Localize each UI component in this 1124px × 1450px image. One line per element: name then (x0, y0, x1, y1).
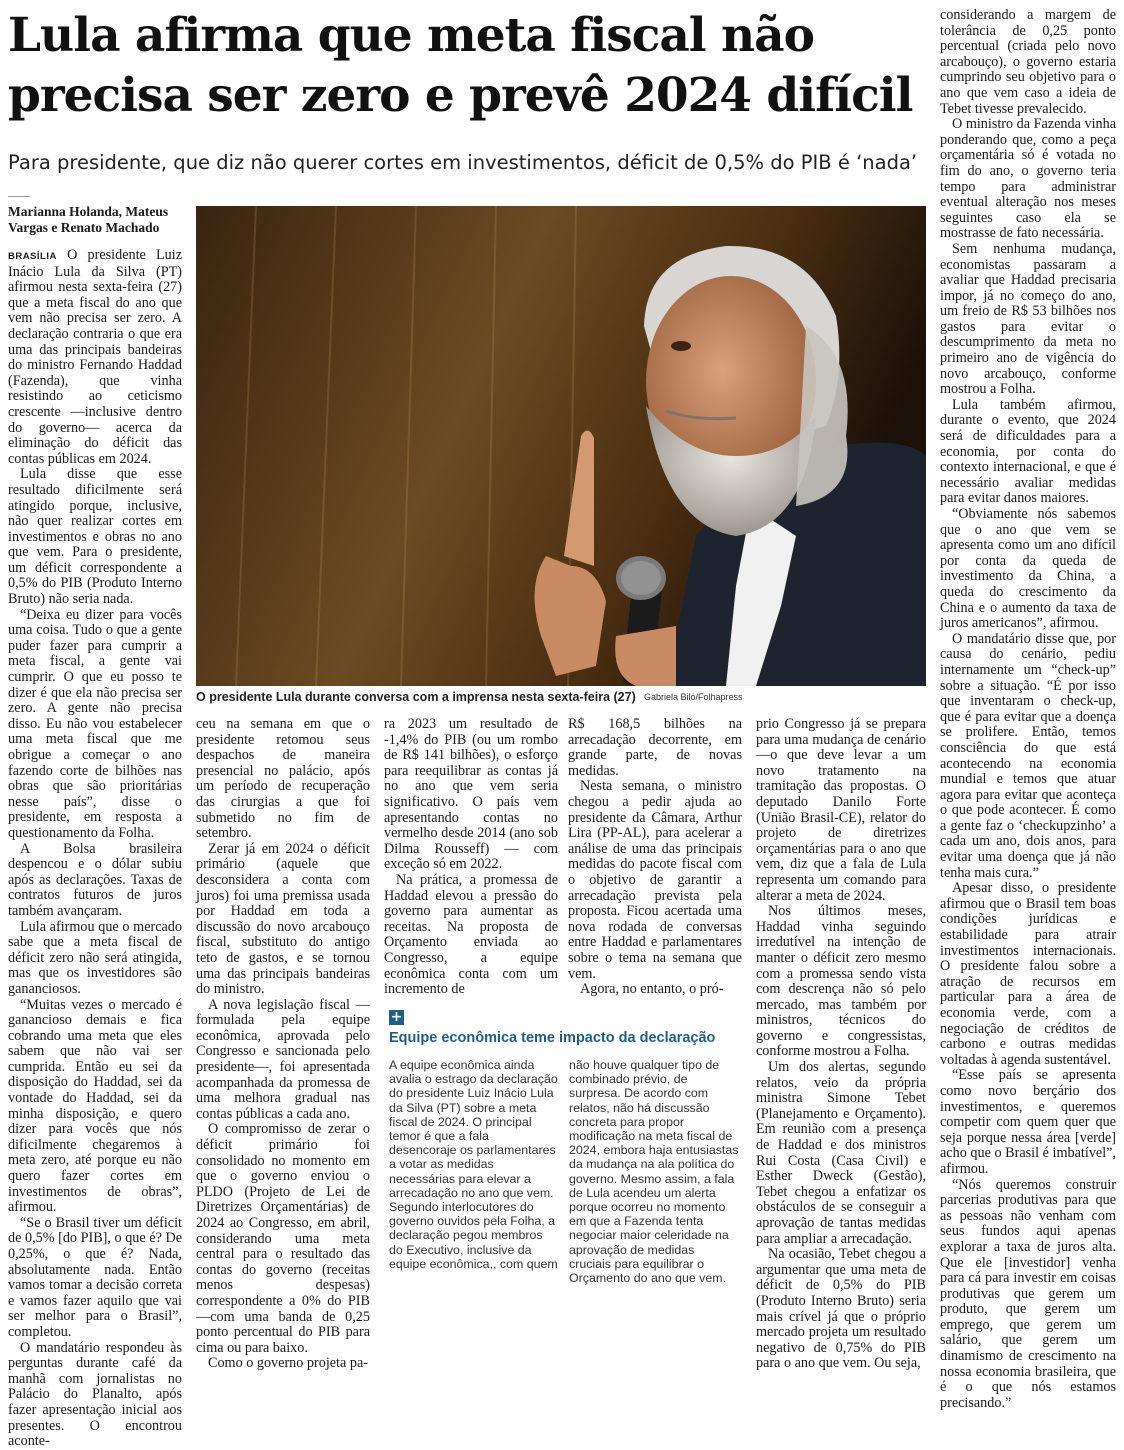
paragraph-text: O presidente Luiz Inácio Lula da Silva (PT) afirmou nesta sexta-feira (27) que a meta fiscal do ano que vem não precisa ser zero. A declaração contraria o que era uma das principais bandeiras do ministro Fernando Haddad (Fazenda), que vinha resistindo ao ceticismo crescente —inclusive dentro do governo— acerca da eliminação do déficit das contas públicas em 2024. (8, 247, 183, 467)
paragraph: Na prática, a promessa de Haddad elevou a pressão do governo para aumentar as receitas. Na proposta de Orçamento enviada ao Congresso, a equipe econômica conta com um incremento de (384, 871, 558, 998)
paragraph: “Esse país se apresenta como novo berçário dos investimentos, e queremos competir com quem quer que seja porque nessa área [verde] acho que o Brasil é imbatível”, afirmou. (940, 1067, 1116, 1177)
news-photo (196, 206, 926, 686)
photo-illustration (196, 206, 926, 686)
sidebar-box-title: Equipe econômica teme impacto da declaração (389, 1030, 716, 1046)
article-column-4 (568, 717, 742, 998)
paragraph: Lula afirmou que o mercado sabe que a meta fiscal de déficit zero não será atingida, mas que os investidores são gananciosos. (8, 918, 182, 997)
paragraph: A Bolsa brasileira despencou e o dólar subiu após as declarações. Taxas de contratos futuros de juros também avançaram. (8, 840, 182, 919)
sidebar-box-text-1: A equipe econômica ainda avalia o estrago da declaração do presidente Luiz Inácio Lula da Silva (PT) sobre a meta fiscal de 2024. O principal temor é que a fala desencoraje os parlamentares a votar as medidas necessárias para elevar a arrecadação no ano que vem. Segundo interlocutores do governo ouvidos pela Folha, a declaração pegou membros do Executivo, inclusive da equipe econômica,, com quem (389, 1058, 558, 1271)
caption-text: O presidente Lula durante conversa com a imprensa nesta sexta-feira (27) (196, 690, 636, 704)
paragraph: A nova legislação fiscal —formulada pela equipe econômica, aprovada pelo Congresso e sancionada pelo presidente—, foi apresentada acompanhada da promessa de uma melhora gradual nas contas públicas a cada ano. (196, 996, 370, 1122)
plus-icon: + (390, 1009, 403, 1025)
paragraph: “Se o Brasil tiver um déficit de 0,5% [do PIB], o que é? De 0,25%, o que é? Nada, absolutamente nada. Então vamos tomar a decisão correta e vamos fazer aquilo que vai ser melhor para o Brasil”, completou. (8, 1214, 182, 1340)
paragraph: Apesar disso, o presidente afirmou que o Brasil tem boas condições jurídicas e estabilidade para atrair investimentos internacionais. O presidente falou sobre a atração de recursos em particular para a área de economia verde, com a negociação de créditos de carbono e outras medidas voltadas à agenda sustentável. (940, 880, 1116, 1068)
photo-credit: Gabriela Biló/Folhapress (644, 692, 743, 702)
paragraph: O ministro da Fazenda vinha ponderando que, como a peça orçamentária só é votada no fim do ano, o governo teria tempo para administrar eventual alteração nos meses seguintes caso ela se mostrasse de fato necessária. (940, 116, 1116, 242)
sidebar-box (385, 1010, 743, 1310)
paragraph: Agora, no entanto, o pró- (580, 981, 724, 998)
article-column-1 (8, 248, 182, 1450)
paragraph: Nesta semana, o ministro chegou a pedir ajuda ao presidente da Câmara, Arthur Lira (PP-AL), para acelerar a análise de uma das principais medidas do pacote fiscal com o objetivo de garantir a arrecadação prevista pela proposta. Ficou acertada uma nova rodada de conversas entre Haddad e parlamentares sobre o tema na semana que vem. (568, 778, 742, 982)
paragraph: “Muitas vezes o mercado é ganancioso demais e fica cobrando uma meta que eles sabem que não vai ser cumprida. Então eu sei da disposição do Haddad, sei da vontade do Haddad, sei da minha disposição, e quero dizer para vocês que nós dificilmente chegaremos à meta zero, até porque eu não quero fazer cortes em investimentos de obras”, afirmou. (8, 996, 182, 1216)
paragraph: R$ 168,5 bilhões na arrecadação decorrente, em grande parte, de novas medidas. (568, 716, 742, 779)
subheadline: Para presidente, que diz não querer cortes em investimentos, déficit de 0,5% do PIB é ‘nada’ (8, 151, 918, 174)
paragraph: Lula também afirmou, durante o evento, que 2024 será de dificuldades para a economia, por conta do contexto internacional, e que é necessário avaliar medidas para evitar danos maiores. (940, 396, 1116, 507)
article-column-5 (756, 717, 926, 1372)
sidebar-box-column-2 (569, 1058, 739, 1285)
paragraph: “Deixa eu dizer para vocês uma coisa. Tudo o que a gente puder fazer para cumprir a meta fiscal, a gente vai cumprir. O que eu posso te dizer é que ela não precisa ser zero. A gente não precisa disso. Eu não vou estabelecer uma meta fiscal que me obrigue a começar o ano fazendo corte de bilhões nas obras que são prioritárias nesse país”, disse o presidente, em resposta a questionamento da Folha. (8, 606, 182, 841)
paragraph: considerando a margem de tolerância de 0,25 ponto percentual (criada pelo novo arcabouço), o governo estaria cumprindo seu objetivo para o ano que vem caso a ideia de Tebet tivesse prevalecido. (940, 7, 1116, 117)
article-column-6 (940, 8, 1116, 1411)
paragraph: ra 2023 um resultado de -1,4% do PIB (ou um rombo de R$ 141 bilhões), o esforço para reequilibrar as contas já no ano que vem seria significativo. O país vem apresentando contas no vermelho desde 2014 (ano sob Dilma Rousseff) — com exceção só em 2022. (384, 716, 558, 873)
sidebar-box-text-2: não houve qualquer tipo de combinado prévio, de surpresa. De acordo com relatos, não há discussão concreta para propor modificação na meta fiscal de 2024, embora haja entusiastas da mudança na ala política do governo. Mesmo assim, a fala de Lula acendeu um alerta porque ocorreu no momento em que a Fazenda tenta negociar maior celeridade na aprovação de medidas cruciais para equilibrar o Orçamento do ano que vem. (569, 1058, 739, 1286)
paragraph: Sem nenhuma mudança, economistas passaram a avaliar que Haddad precisaria impor, já no começo do ano, um freio de R$ 53 bilhões nos gastos para evitar o descumprimento da meta no primeiro ano de vigência do novo arcabouço, conforme mostrou a Folha. (940, 240, 1116, 398)
headline: Lula afirma que meta fiscal não precisa ser zero e prevê 2024 difícil (8, 8, 913, 123)
paragraph: O mandatário respondeu às perguntas durante café da manhã com jornalistas no Palácio do Planalto, após fazer apresentação inicial aos presentes. O encontrou aconte- (8, 1339, 182, 1450)
article-column-2 (196, 717, 370, 1372)
sidebar-box-column-1 (389, 1058, 559, 1271)
paragraph: Como o governo projeta pa- (208, 1355, 368, 1372)
paragraph: O mandatário disse que, por causa do cenário, pediu internamente um “check-up” sobre a situação. “É por isso que inventaram o check-up, que é para evitar que a doença se prolifere. Então, temos consciência do que está acontecendo na economia mundial e temos que atuar agora para evitar que aconteça o que pode acontecer. É como a gente faz o ‘checkupzinho’ a cada um ano, dois anos, para evitar uma doença que já não tenha mais cura.” (940, 630, 1116, 881)
paragraph: Na ocasião, Tebet chegou a argumentar que uma meta de déficit de 0,5% do PIB (Produto Interno Bruto) seria mais crível já que o próprio mercado projeta um resultado negativo de 0,75% do PIB para o ano que vem. Ou seja, (756, 1246, 926, 1372)
paragraph: prio Congresso já se prepara para uma mudança de cenário —o que deve levar a um novo tratamento na tramitação das propostas. O deputado Danilo Forte (União Brasil-CE), relator do projeto de diretrizes orçamentárias para o ano que vem, diz que a fala de Lula representa um comando para alterar a meta de 2024. (756, 716, 926, 904)
dateline: BRASÍLIA (8, 251, 57, 262)
paragraph: Lula disse que esse resultado dificilmente será atingido porque, inclusive, não quer realizar cortes em investimentos e obras no ano que vem. Para o presidente, um déficit correspondente a 0,5% do PIB (Produto Interno Bruto) não seria nada. (8, 466, 182, 608)
byline-rule (8, 196, 30, 197)
paragraph: “Obviamente nós sabemos que o ano que vem se apresenta como um ano difícil por conta da queda de investimento da China, a queda do crescimento da China e o aumento da taxa de juros americanos”, afirmou. (940, 506, 1116, 632)
paragraph (8, 248, 182, 467)
paragraph: Um dos alertas, segundo relatos, veio da própria ministra Simone Tebet (Planejamento e Orçamento). Em reunião com a presença de Haddad e dos ministros Rui Costa (Casa Civil) e Esther Dweck (Gestão), Tebet chegou a enfatizar os obstáculos de se conseguir a aprovação de tantas medidas para ampliar a arrecadação. (756, 1059, 926, 1247)
paragraph: O compromisso de zerar o déficit primário foi consolidado no momento em que o governo enviou o PLDO (Projeto de Lei de Diretrizes Orçamentárias) de 2024 ao Congresso, em abril, considerando uma meta central para o resultado das contas do governo (receitas menos despesas) correspondente a 0% do PIB —com uma banda de 0,25 ponto percentual do PIB para cima ou para baixo. (196, 1121, 370, 1356)
paragraph: Nos últimos meses, Haddad vinha seguindo irredutível na intenção de manter o déficit zero mesmo com a promessa sendo vista com descrença não só pelo mercado, mas também por ministros, técnicos do governo e congressistas, conforme mostrou a Folha. (756, 903, 926, 1060)
photo-caption (196, 690, 926, 706)
article-column-3 (384, 717, 558, 998)
paragraph: ceu na semana em que o presidente retomou seus despachos de maneira presencial no palácio, após um período de recuperação das cirurgias a que foi submetido no fim de setembro. (196, 716, 370, 842)
paragraph: “Nós queremos construir parcerias produtivas para que as pessoas não venham com seus fundos aqui apenas explorar a taxa de juros alta. Que ele [investidor] venha para cá para investir em coisas produtivas que gerem um produto, que gerem um emprego, que gerem um salário, que gerem um dinamismo de crescimento na nossa economia brasileira, que é o que nós estamos precisando.” (940, 1176, 1116, 1411)
byline: Marianna Holanda, Mateus Vargas e Renato Machado (8, 204, 169, 235)
paragraph: Zerar já em 2024 o déficit primário (aquele que desconsidera a conta com juros) foi uma premissa usada por Haddad em toda a discussão do novo arcabouço fiscal, substituto do antigo teto de gastos, e se tornou uma das principais bandeiras do ministro. (196, 840, 370, 998)
